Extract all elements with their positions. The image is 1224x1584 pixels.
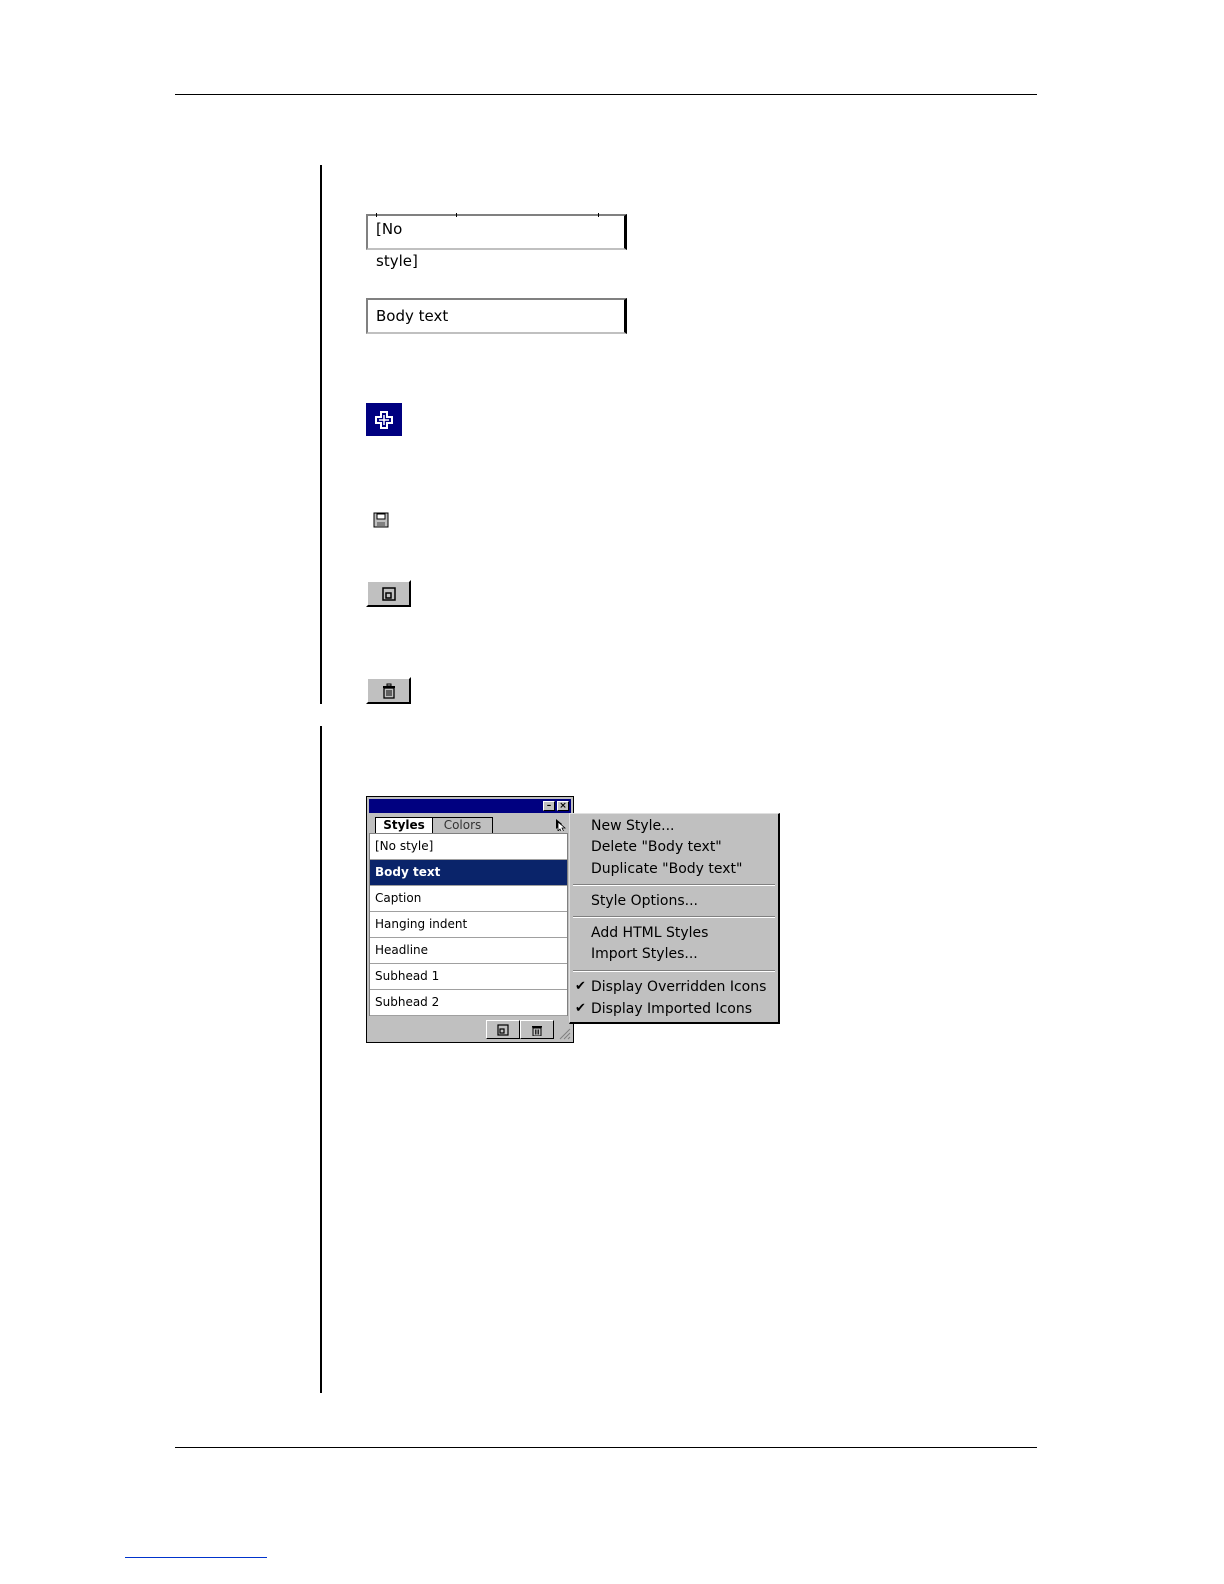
menu-item[interactable]: Add HTML Styles bbox=[591, 925, 709, 941]
tab-colors[interactable]: Colors bbox=[433, 817, 493, 833]
close-button[interactable]: × bbox=[557, 801, 569, 811]
style-list-item[interactable]: [No style] bbox=[370, 834, 567, 860]
style-list-item[interactable]: Body text bbox=[370, 860, 567, 886]
menu-item[interactable]: Display Imported Icons bbox=[591, 1001, 753, 1017]
new-style-button[interactable] bbox=[366, 580, 411, 607]
style-field-body-text[interactable] bbox=[366, 298, 627, 334]
checkmark-icon: ✔ bbox=[575, 1001, 586, 1016]
menu-item[interactable]: New Style... bbox=[591, 818, 675, 834]
checkmark-icon: ✔ bbox=[575, 979, 586, 994]
new-style-icon bbox=[497, 1024, 509, 1036]
style-list-item[interactable]: Headline bbox=[370, 938, 567, 964]
margin-rule-upper bbox=[320, 165, 322, 704]
footer-link-underline bbox=[125, 1557, 267, 1558]
menu-item[interactable]: Style Options... bbox=[591, 893, 698, 909]
resize-grip-icon[interactable] bbox=[557, 1026, 571, 1040]
panel-footer bbox=[369, 1018, 571, 1040]
panel-delete-button[interactable] bbox=[520, 1020, 554, 1039]
style-field-body-text-text: Body text bbox=[376, 307, 449, 325]
panel-menu-arrow-icon[interactable] bbox=[552, 817, 566, 831]
menu-separator bbox=[573, 916, 775, 918]
menu-item[interactable]: Duplicate "Body text" bbox=[591, 861, 743, 877]
menu-item[interactable]: Import Styles... bbox=[591, 946, 698, 962]
footer-rule bbox=[175, 1447, 1037, 1448]
panel-new-style-button[interactable] bbox=[486, 1020, 520, 1039]
style-list-item[interactable]: Hanging indent bbox=[370, 912, 567, 938]
menu-separator bbox=[573, 884, 775, 886]
style-list-item[interactable]: Subhead 2 bbox=[370, 990, 567, 1016]
tab-styles[interactable]: Styles bbox=[375, 817, 433, 833]
trash-icon bbox=[381, 683, 397, 699]
panel-options-menu bbox=[569, 813, 780, 1024]
margin-rule-lower bbox=[320, 726, 322, 1393]
minimize-button[interactable]: – bbox=[543, 801, 555, 811]
menu-item[interactable]: Delete "Body text" bbox=[591, 839, 722, 855]
styles-panel bbox=[366, 796, 574, 1043]
header-rule bbox=[175, 94, 1037, 95]
floppy-disk-icon bbox=[372, 511, 390, 529]
style-field-no-style[interactable] bbox=[366, 214, 627, 270]
plus-icon[interactable] bbox=[366, 403, 402, 436]
delete-button[interactable] bbox=[366, 677, 411, 704]
menu-item[interactable]: Display Overridden Icons bbox=[591, 979, 767, 995]
style-field-no-style-text: [No style] bbox=[376, 213, 377, 217]
trash-icon bbox=[531, 1024, 543, 1036]
panel-title-bar[interactable] bbox=[369, 799, 571, 813]
style-list-item[interactable]: Subhead 1 bbox=[370, 964, 567, 990]
style-list-item[interactable]: Caption bbox=[370, 886, 567, 912]
new-style-icon bbox=[381, 586, 397, 602]
menu-separator bbox=[573, 970, 775, 972]
style-list bbox=[369, 833, 568, 1016]
